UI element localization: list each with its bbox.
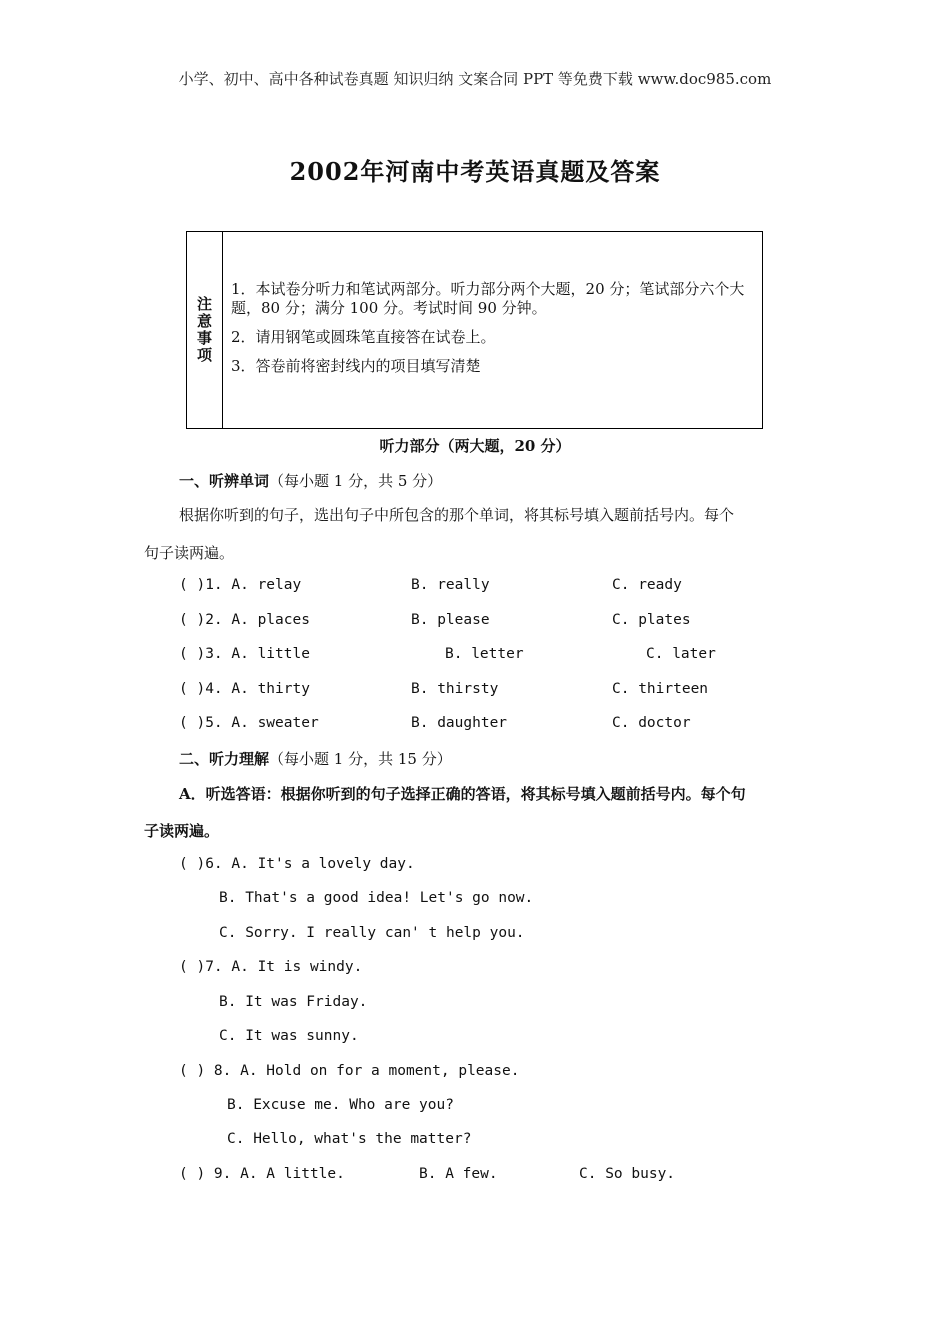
q8-option-a: ( ) 8. A. Hold on for a moment, please. xyxy=(179,1063,520,1079)
notice-item-2: 2．请用钢笔或圆珠笔直接答在试卷上。 xyxy=(231,328,496,346)
q5-option-b: B. daughter xyxy=(411,715,508,731)
q6-option-b: B. That's a good idea! Let's go now. xyxy=(219,890,534,906)
q1-option-a: ( )1. A. relay xyxy=(179,577,302,593)
part1-title: 一、听辨单词 xyxy=(179,472,270,490)
q9-option-b: B. A few. xyxy=(419,1166,498,1182)
q9-option-c: C. So busy. xyxy=(579,1166,676,1182)
part1-instruction-line2: 句子读两遍。 xyxy=(144,544,235,562)
part1-note: （每小题 1 分，共 5 分） xyxy=(269,472,443,490)
q7-option-a: ( )7. A. It is windy. xyxy=(179,959,363,975)
notice-items xyxy=(231,280,761,386)
page-header: 小学、初中、高中各种试卷真题 知识归纳 文案合同 PPT 等免费下载 www.doc985.com xyxy=(178,70,772,88)
notice-item-3: 3．答卷前将密封线内的项目填写清楚 xyxy=(231,357,481,375)
q4-option-a: ( )4. A. thirty xyxy=(179,681,310,697)
q8-option-b: B. Excuse me. Who are you? xyxy=(227,1097,454,1113)
q1-option-c: C. ready xyxy=(612,577,682,593)
q2-option-a: ( )2. A. places xyxy=(179,612,310,628)
q9-option-a: ( ) 9. A. A little. xyxy=(179,1166,345,1182)
q6-option-a: ( )6. A. It's a lovely day. xyxy=(179,856,415,872)
q3-option-b: B. letter xyxy=(445,646,524,662)
q1-option-b: B. really xyxy=(411,577,490,593)
notice-box xyxy=(186,231,763,429)
q2-option-b: B. please xyxy=(411,612,490,628)
notice-item-1: 1．本试卷分听力和笔试两部分。听力部分两个大题，20 分；笔试部分六个大题，80 分；满分 100 分。考试时间 90 分钟。 xyxy=(231,280,745,317)
part1-instruction-line1: 根据你听到的句子，选出句子中所包含的那个单词，将其标号填入题前括号内。每个 xyxy=(179,506,735,524)
part2-sub-a-line2: 子读两遍。 xyxy=(144,822,220,840)
q7-option-b: B. It was Friday. xyxy=(219,994,368,1010)
part2-title: 二、听力理解 xyxy=(179,750,270,768)
q5-option-a: ( )5. A. sweater xyxy=(179,715,319,731)
part2-heading xyxy=(179,748,452,769)
q8-option-c: C. Hello, what's the matter? xyxy=(227,1131,472,1147)
listening-heading: 听力部分（两大题，20 分） xyxy=(379,437,571,455)
part2-note: （每小题 1 分，共 15 分） xyxy=(269,750,452,768)
q3-option-a: ( )3. A. little xyxy=(179,646,310,662)
notice-label-cell xyxy=(187,232,223,428)
notice-label: 注意事项 xyxy=(195,296,213,364)
q2-option-c: C. plates xyxy=(612,612,691,628)
part2-sub-a-line1: A．听选答语：根据你听到的句子选择正确的答语，将其标号填入题前括号内。每个句 xyxy=(179,785,746,803)
q3-option-c: C. later xyxy=(646,646,716,662)
q4-option-c: C. thirteen xyxy=(612,681,709,697)
q5-option-c: C. doctor xyxy=(612,715,691,731)
q6-option-c: C. Sorry. I really can' t help you. xyxy=(219,925,525,941)
part1-heading xyxy=(179,470,442,491)
q7-option-c: C. It was sunny. xyxy=(219,1028,359,1044)
page-title: 2002年河南中考英语真题及答案 xyxy=(289,157,661,186)
q4-option-b: B. thirsty xyxy=(411,681,499,697)
